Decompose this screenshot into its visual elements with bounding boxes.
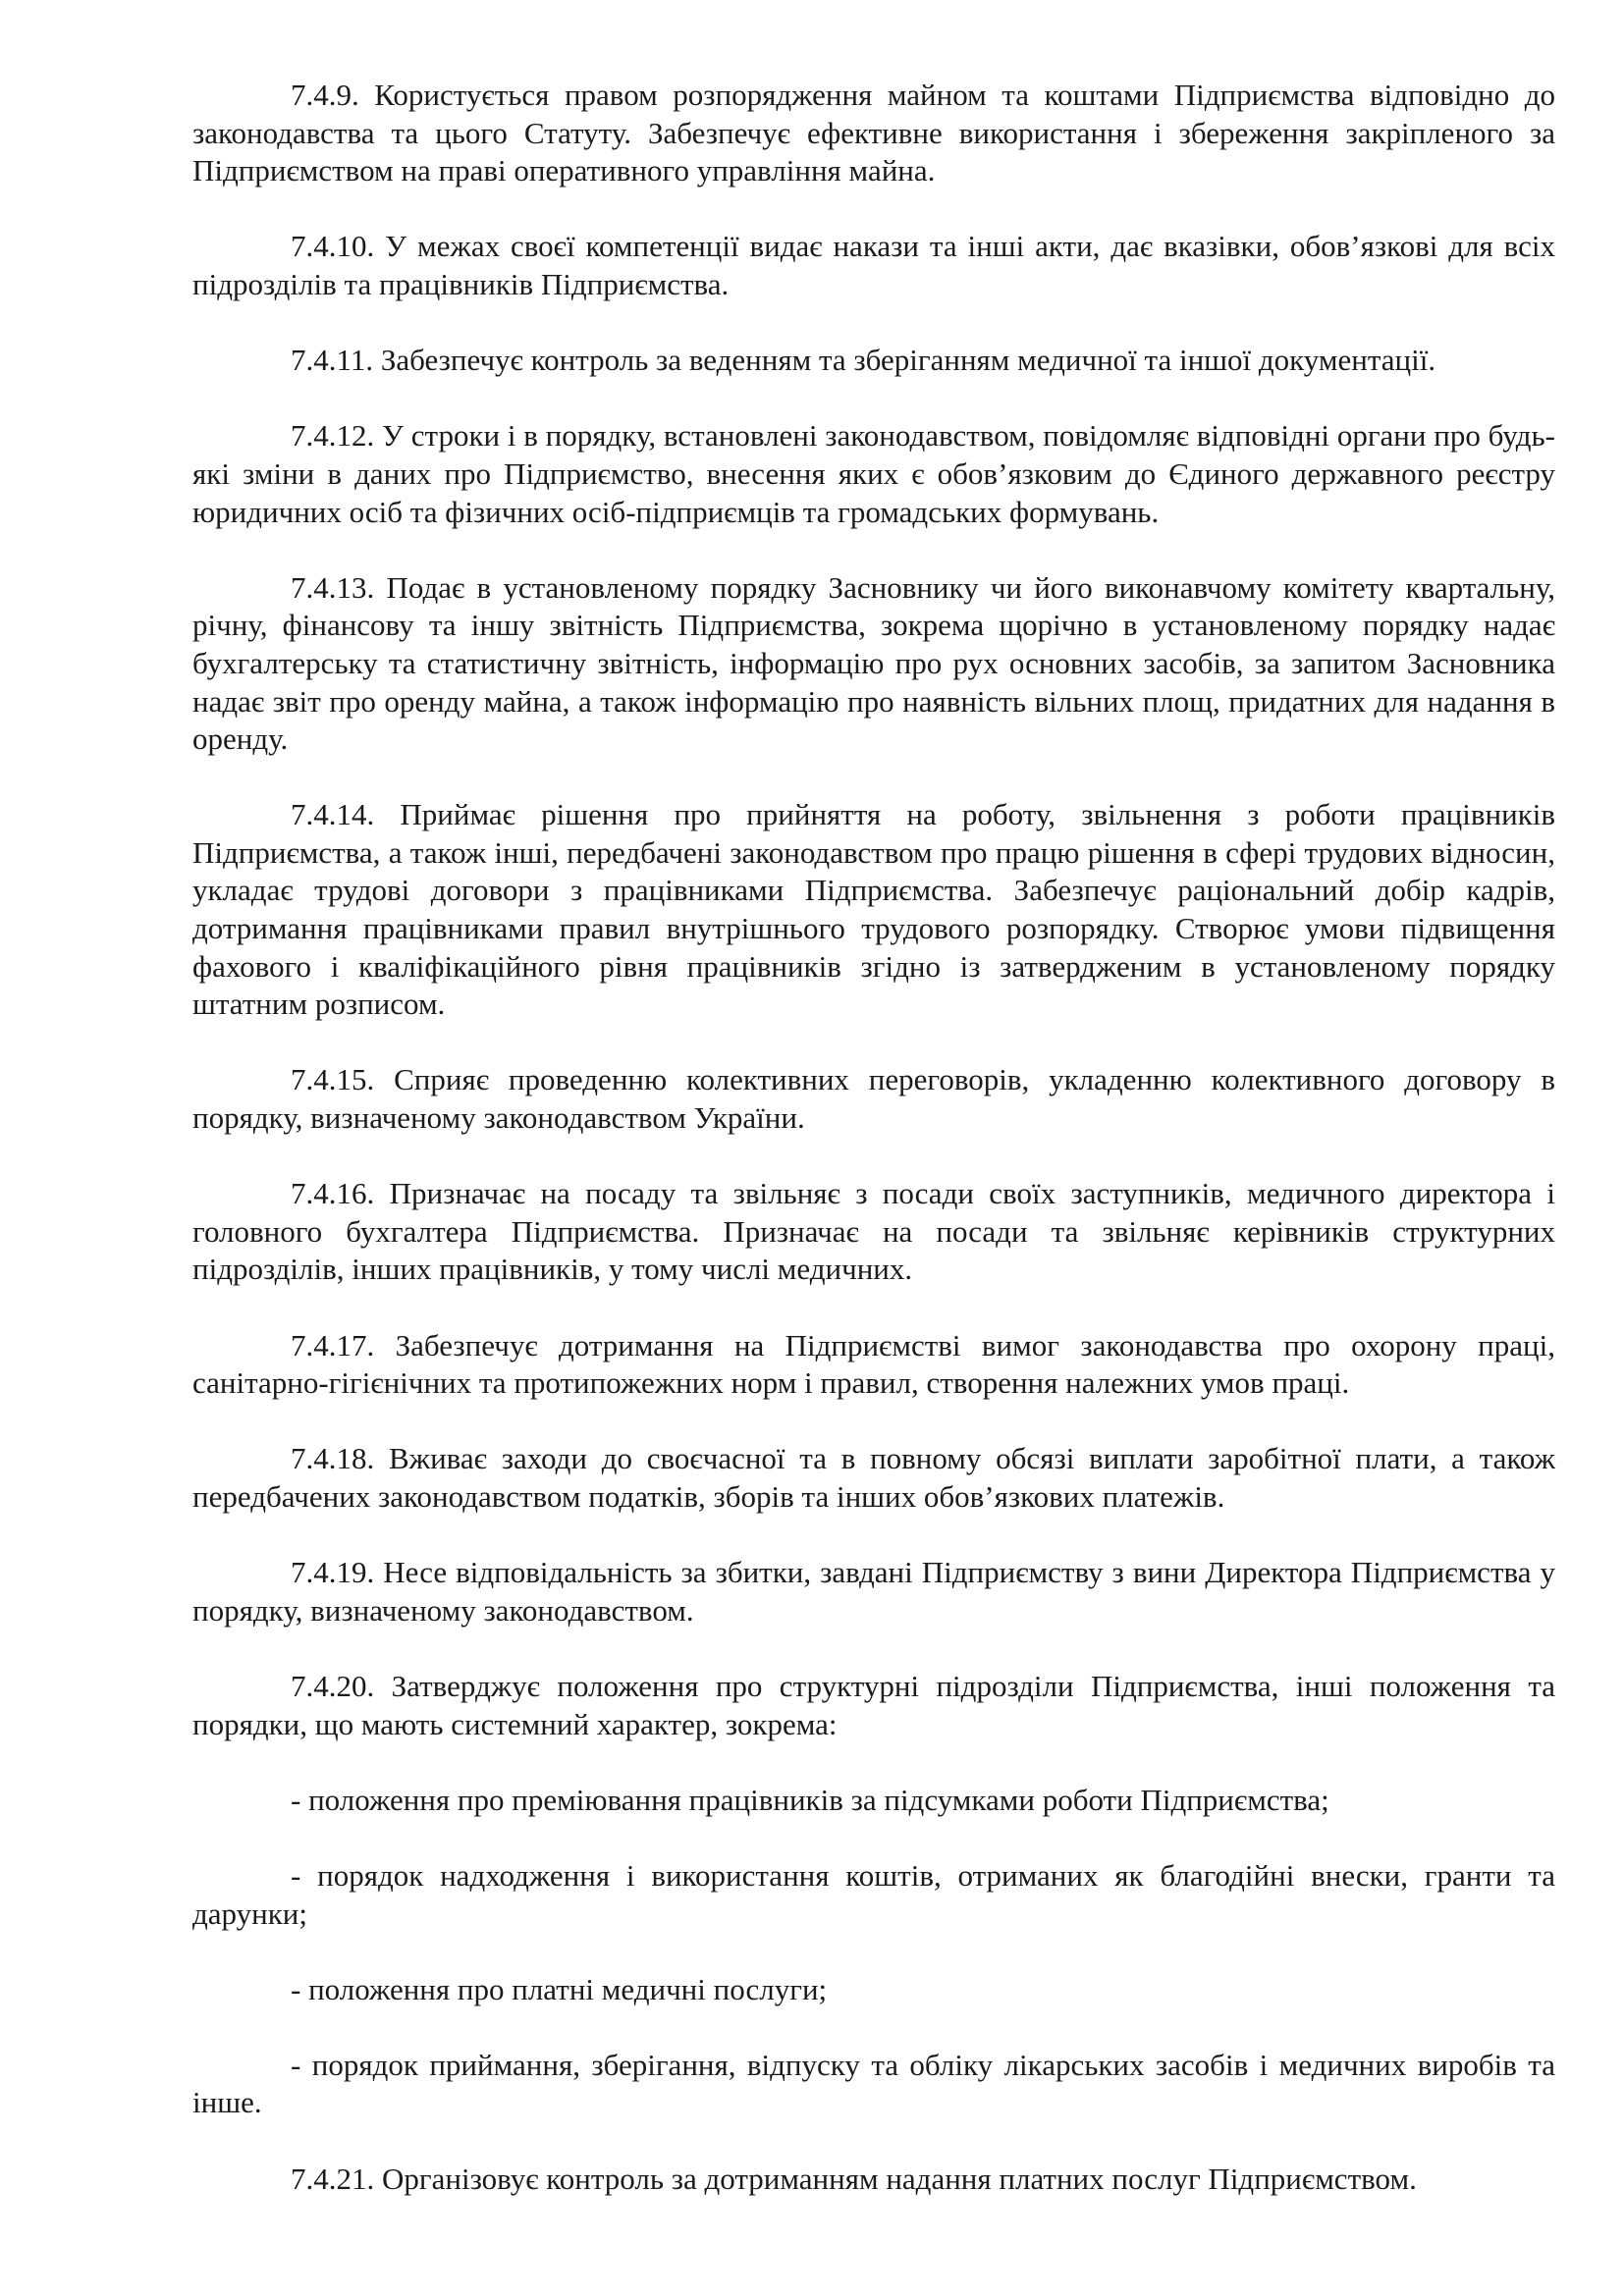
document-page <box>192 77 1555 2198</box>
paragraph-7-4-21: 7.4.21. Організовує контроль за дотриманням надання платних послуг Підприємством. <box>291 2161 1417 2196</box>
list-item-medicines-procedure: - порядок приймання, зберігання, відпуску та обліку лікарських засобів і медичних виробів та інше. <box>192 2047 1555 2120</box>
paragraph-7-4-20: 7.4.20. Затверджує положення про структурні підрозділи Підприємства, інші положення та порядки, що мають системний характер, зокрема: <box>192 1668 1555 1741</box>
paragraph-7-4-10: 7.4.10. У межах своєї компетенції видає накази та інші акти, дає вказівки, обов’язкові для всіх підрозділів та працівників Підприємства. <box>192 229 1555 301</box>
list-item-bonus-regulation: - положення про преміювання працівників за підсумками роботи Підприємства; <box>291 1782 1329 1817</box>
paragraph-7-4-18: 7.4.18. Вживає заходи до своєчасної та в повному обсязі виплати заробітної плати, а також передбачених законодавством податків, зборів та інших обов’язкових платежів. <box>192 1441 1555 1514</box>
paragraph-7-4-9: 7.4.9. Користується правом розпорядження майном та коштами Підприємства відповідно до законодавства та цього Статуту. Забезпечує ефективне використання і збереження закріпленого за Підприємством на праві оперативного управління майна. <box>192 78 1555 188</box>
list-item-charity-funds-procedure: - порядок надходження і використання коштів, отриманих як благодійні внески, гранти та дарунки; <box>192 1857 1555 1931</box>
paragraph-7-4-14: 7.4.14. Приймає рішення про прийняття на роботу, звільнення з роботи працівників Підприємства, а також інші, передбачені законодавством про працю рішення в сфері трудових відносин, укладає трудові договори з працівниками Підприємства. Забезпечує раціональний добір кадрів, дотримання працівниками правил внутрішнього трудового розпорядку. Створює умови підвищення фахового і кваліфікаційного рівня працівників згідно із затвердженим в установленому порядку штатним розписом. <box>192 797 1555 1022</box>
list-item-paid-services-regulation: - положення про платні медичні послуги; <box>291 1971 828 2006</box>
paragraph-7-4-15: 7.4.15. Сприяє проведенню колективних переговорів, укладенню колективного договору в порядку, визначеному законодавством України. <box>192 1062 1555 1136</box>
paragraph-7-4-16: 7.4.16. Призначає на посаду та звільняє з посади своїх заступників, медичного директора і головного бухгалтера Підприємства. Призначає на посади та звільняє керівників структурних підрозділів, інших працівників, у тому числі медичних. <box>192 1176 1555 1287</box>
paragraph-7-4-13: 7.4.13. Подає в установленому порядку Засновнику чи його виконавчому комітету квартальну, річну, фінансову та іншу звітність Підприємства, зокрема щорічно в установленому порядку надає бухгалтерську та статистичну звітність, інформацію про рух основних засобів, за запитом Засновника надає звіт про оренду майна, а також інформацію про наявність вільних площ, придатних для надання в оренду. <box>192 569 1555 757</box>
paragraph-7-4-19: 7.4.19. Несе відповідальність за збитки, завдані Підприємству з вини Директора Підприємства у порядку, визначеному законодавством. <box>192 1555 1555 1628</box>
paragraph-7-4-11: 7.4.11. Забезпечує контроль за веденням та зберіганням медичної та іншої документації. <box>291 343 1436 378</box>
paragraph-7-4-17: 7.4.17. Забезпечує дотримання на Підприємстві вимог законодавства про охорону праці, санітарно-гігієнічних та протипожежних норм і правил, створення належних умов праці. <box>192 1327 1555 1401</box>
paragraph-7-4-12: 7.4.12. У строки і в порядку, встановлені законодавством, повідомляє відповідні органи про будь-які зміни в даних про Підприємство, внесення яких є обов’язковим до Єдиного державного реєстру юридичних осіб та фізичних осіб-підприємців та громадських формувань. <box>192 418 1555 529</box>
